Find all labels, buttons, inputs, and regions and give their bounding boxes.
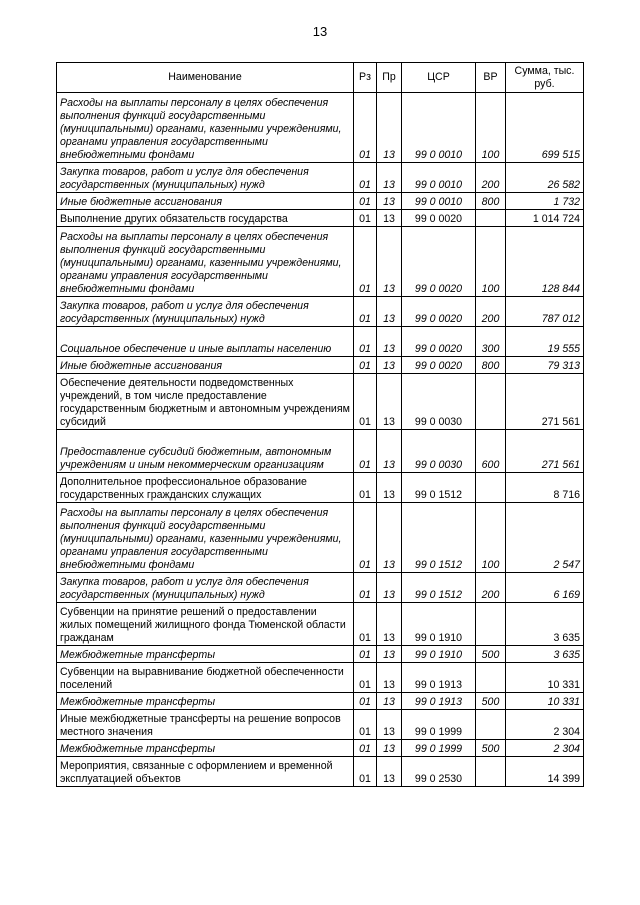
row-pr: 13 bbox=[377, 193, 402, 210]
row-vr bbox=[476, 603, 506, 646]
row-vr: 600 bbox=[476, 430, 506, 473]
row-name: Иные бюджетные ассигнования bbox=[57, 193, 354, 210]
header-vr: ВР bbox=[476, 63, 506, 93]
table-row bbox=[57, 646, 584, 663]
row-rz: 01 bbox=[354, 693, 377, 710]
row-rz: 01 bbox=[354, 93, 377, 163]
row-sum: 271 561 bbox=[506, 430, 584, 473]
row-name: Расходы на выплаты персоналу в целях обеспечения выполнения функций государственными (муниципальными) органами, казенными учреждениями, органами управления государственными внебюджетными фондами bbox=[57, 503, 354, 573]
row-rz: 01 bbox=[354, 757, 377, 787]
row-vr: 500 bbox=[476, 646, 506, 663]
table-row bbox=[57, 193, 584, 210]
row-csr: 99 0 0010 bbox=[402, 163, 476, 193]
table-row bbox=[57, 740, 584, 757]
row-rz: 01 bbox=[354, 603, 377, 646]
row-vr: 800 bbox=[476, 357, 506, 374]
row-csr: 99 0 0020 bbox=[402, 210, 476, 227]
row-csr: 99 0 1512 bbox=[402, 503, 476, 573]
header-pr: Пр bbox=[377, 63, 402, 93]
row-vr: 200 bbox=[476, 297, 506, 327]
row-name: Межбюджетные трансферты bbox=[57, 740, 354, 757]
table-row bbox=[57, 227, 584, 297]
table-row bbox=[57, 357, 584, 374]
row-sum: 8 716 bbox=[506, 473, 584, 503]
row-pr: 13 bbox=[377, 646, 402, 663]
row-pr: 13 bbox=[377, 603, 402, 646]
row-vr bbox=[476, 663, 506, 693]
row-sum: 2 304 bbox=[506, 740, 584, 757]
row-csr: 99 0 1512 bbox=[402, 573, 476, 603]
row-csr: 99 0 0020 bbox=[402, 357, 476, 374]
row-pr: 13 bbox=[377, 663, 402, 693]
row-csr: 99 0 0020 bbox=[402, 327, 476, 357]
row-name: Иные межбюджетные трансферты на решение вопросов местного значения bbox=[57, 710, 354, 740]
row-vr: 300 bbox=[476, 327, 506, 357]
table-row bbox=[57, 374, 584, 430]
row-pr: 13 bbox=[377, 710, 402, 740]
row-pr: 13 bbox=[377, 163, 402, 193]
row-vr bbox=[476, 210, 506, 227]
row-name: Субвенции на выравнивание бюджетной обеспеченности поселений bbox=[57, 663, 354, 693]
header-sum: Сумма, тыс. руб. bbox=[506, 63, 584, 93]
row-sum: 2 547 bbox=[506, 503, 584, 573]
row-sum: 19 555 bbox=[506, 327, 584, 357]
row-rz: 01 bbox=[354, 503, 377, 573]
budget-table bbox=[56, 62, 584, 787]
row-csr: 99 0 1913 bbox=[402, 693, 476, 710]
row-csr: 99 0 1913 bbox=[402, 663, 476, 693]
row-name: Иные бюджетные ассигнования bbox=[57, 357, 354, 374]
row-vr: 200 bbox=[476, 573, 506, 603]
row-pr: 13 bbox=[377, 693, 402, 710]
row-vr: 500 bbox=[476, 740, 506, 757]
row-name: Межбюджетные трансферты bbox=[57, 646, 354, 663]
row-rz: 01 bbox=[354, 327, 377, 357]
row-pr: 13 bbox=[377, 374, 402, 430]
row-sum: 271 561 bbox=[506, 374, 584, 430]
row-name: Обеспечение деятельности подведомственных учреждений, в том числе предоставление государственным бюджетным и автономным учреждениям субсидий bbox=[57, 374, 354, 430]
row-rz: 01 bbox=[354, 663, 377, 693]
row-vr: 100 bbox=[476, 93, 506, 163]
row-pr: 13 bbox=[377, 503, 402, 573]
header-csr: ЦСР bbox=[402, 63, 476, 93]
row-csr: 99 0 0030 bbox=[402, 374, 476, 430]
row-pr: 13 bbox=[377, 473, 402, 503]
row-vr: 100 bbox=[476, 227, 506, 297]
row-csr: 99 0 0010 bbox=[402, 93, 476, 163]
row-name: Расходы на выплаты персоналу в целях обеспечения выполнения функций государственными (муниципальными) органами, казенными учреждениями, органами управления государственными внебюджетными фондами bbox=[57, 227, 354, 297]
row-sum: 787 012 bbox=[506, 297, 584, 327]
table-row bbox=[57, 757, 584, 787]
row-pr: 13 bbox=[377, 327, 402, 357]
table-row bbox=[57, 297, 584, 327]
row-rz: 01 bbox=[354, 227, 377, 297]
header-rz: Рз bbox=[354, 63, 377, 93]
row-pr: 13 bbox=[377, 740, 402, 757]
row-sum: 3 635 bbox=[506, 603, 584, 646]
row-sum: 10 331 bbox=[506, 663, 584, 693]
table-row bbox=[57, 573, 584, 603]
row-sum: 1 014 724 bbox=[506, 210, 584, 227]
row-pr: 13 bbox=[377, 227, 402, 297]
row-csr: 99 0 1910 bbox=[402, 646, 476, 663]
row-pr: 13 bbox=[377, 357, 402, 374]
table-row bbox=[57, 603, 584, 646]
row-rz: 01 bbox=[354, 710, 377, 740]
row-csr: 99 0 1910 bbox=[402, 603, 476, 646]
row-rz: 01 bbox=[354, 210, 377, 227]
row-name: Закупка товаров, работ и услуг для обеспечения государственных (муниципальных) нужд bbox=[57, 163, 354, 193]
row-name: Закупка товаров, работ и услуг для обеспечения государственных (муниципальных) нужд bbox=[57, 573, 354, 603]
row-vr bbox=[476, 374, 506, 430]
row-vr: 500 bbox=[476, 693, 506, 710]
row-name: Социальное обеспечение и иные выплаты населению bbox=[57, 327, 354, 357]
row-csr: 99 0 0020 bbox=[402, 297, 476, 327]
row-csr: 99 0 0030 bbox=[402, 430, 476, 473]
row-sum: 699 515 bbox=[506, 93, 584, 163]
row-vr bbox=[476, 710, 506, 740]
row-rz: 01 bbox=[354, 740, 377, 757]
row-rz: 01 bbox=[354, 374, 377, 430]
row-name: Субвенции на принятие решений о предоставлении жилых помещений жилищного фонда Тюменской области гражданам bbox=[57, 603, 354, 646]
row-csr: 99 0 0020 bbox=[402, 227, 476, 297]
row-csr: 99 0 1999 bbox=[402, 710, 476, 740]
page-number: 13 bbox=[312, 24, 328, 39]
row-vr: 100 bbox=[476, 503, 506, 573]
row-sum: 2 304 bbox=[506, 710, 584, 740]
row-name: Закупка товаров, работ и услуг для обеспечения государственных (муниципальных) нужд bbox=[57, 297, 354, 327]
row-sum: 128 844 bbox=[506, 227, 584, 297]
row-rz: 01 bbox=[354, 357, 377, 374]
row-pr: 13 bbox=[377, 573, 402, 603]
row-csr: 99 0 2530 bbox=[402, 757, 476, 787]
row-sum: 79 313 bbox=[506, 357, 584, 374]
row-pr: 13 bbox=[377, 297, 402, 327]
row-sum: 26 582 bbox=[506, 163, 584, 193]
row-name: Расходы на выплаты персоналу в целях обеспечения выполнения функций государственными (муниципальными) органами, казенными учреждениями, органами управления государственными внебюджетными фондами bbox=[57, 93, 354, 163]
row-sum: 1 732 bbox=[506, 193, 584, 210]
row-rz: 01 bbox=[354, 193, 377, 210]
row-vr bbox=[476, 473, 506, 503]
row-pr: 13 bbox=[377, 93, 402, 163]
table-row bbox=[57, 163, 584, 193]
table-row bbox=[57, 327, 584, 357]
row-csr: 99 0 1512 bbox=[402, 473, 476, 503]
row-csr: 99 0 1999 bbox=[402, 740, 476, 757]
table-row bbox=[57, 430, 584, 473]
row-vr: 200 bbox=[476, 163, 506, 193]
table-row bbox=[57, 663, 584, 693]
row-name: Дополнительное профессиональное образование государственных гражданских служащих bbox=[57, 473, 354, 503]
row-csr: 99 0 0010 bbox=[402, 193, 476, 210]
table-row bbox=[57, 693, 584, 710]
table-row bbox=[57, 93, 584, 163]
row-rz: 01 bbox=[354, 646, 377, 663]
row-pr: 13 bbox=[377, 210, 402, 227]
row-vr: 800 bbox=[476, 193, 506, 210]
row-sum: 10 331 bbox=[506, 693, 584, 710]
row-name: Выполнение других обязательств государства bbox=[57, 210, 354, 227]
row-name: Межбюджетные трансферты bbox=[57, 693, 354, 710]
row-name: Мероприятия, связанные с оформлением и временной эксплуатацией объектов bbox=[57, 757, 354, 787]
row-rz: 01 bbox=[354, 473, 377, 503]
table-row bbox=[57, 473, 584, 503]
row-pr: 13 bbox=[377, 430, 402, 473]
row-name: Предоставление субсидий бюджетным, автономным учреждениям и иным некоммерческим организациям bbox=[57, 430, 354, 473]
row-sum: 6 169 bbox=[506, 573, 584, 603]
row-pr: 13 bbox=[377, 757, 402, 787]
table-row bbox=[57, 710, 584, 740]
row-sum: 14 399 bbox=[506, 757, 584, 787]
row-sum: 3 635 bbox=[506, 646, 584, 663]
row-rz: 01 bbox=[354, 163, 377, 193]
table-row bbox=[57, 210, 584, 227]
row-rz: 01 bbox=[354, 297, 377, 327]
row-rz: 01 bbox=[354, 430, 377, 473]
row-rz: 01 bbox=[354, 573, 377, 603]
row-vr bbox=[476, 757, 506, 787]
table-header-row bbox=[57, 63, 584, 93]
header-name: Наименование bbox=[57, 63, 354, 93]
table-row bbox=[57, 503, 584, 573]
